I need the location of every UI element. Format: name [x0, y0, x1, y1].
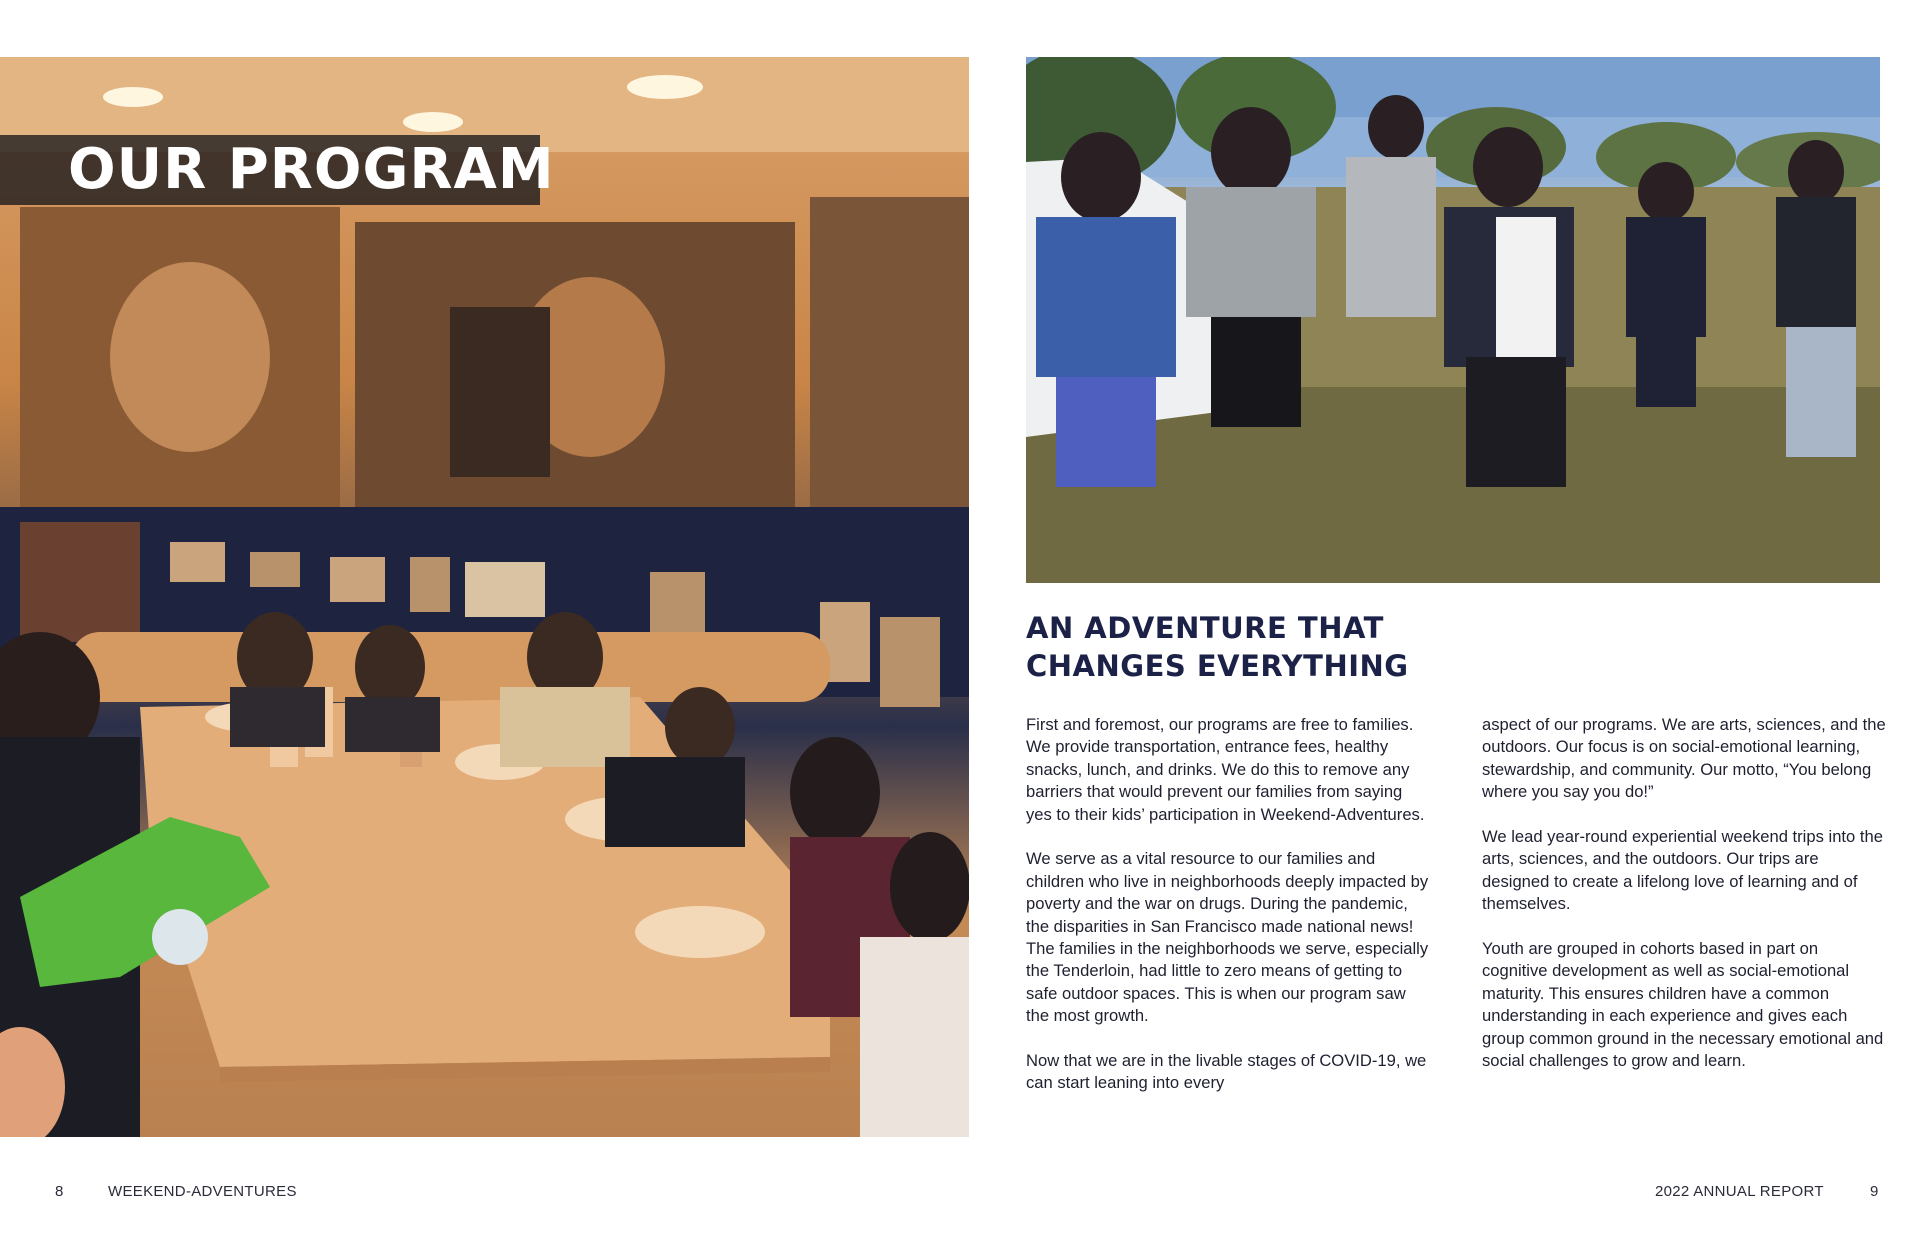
diner-group-photo [0, 57, 969, 1137]
body-column-left [1026, 714, 1431, 1117]
diner-photo-illustration [0, 57, 969, 1137]
page-title: OUR PROGRAM [68, 137, 555, 202]
paragraph: We serve as a vital resource to our families and children who live in neighborhoods deeply impacted by poverty and the war on drugs. During the pandemic, the disparities in San Francisco made national news! The families in the neighborhoods we serve, especially the Tenderloin, had little to zero means of getting to safe outdoor spaces. This is when our program saw the most growth. [1026, 849, 1429, 1026]
paragraph: Now that we are in the livable stages of COVID-19, we can start leaning into every [1026, 1051, 1427, 1093]
heading-line-2: CHANGES EVERYTHING [1026, 649, 1409, 683]
page-number-right: 9 [1870, 1183, 1879, 1200]
section-heading [1026, 609, 1880, 685]
outdoor-group-photo [1026, 57, 1880, 583]
footer-organization-name: WEEKEND-ADVENTURES [108, 1183, 297, 1200]
paragraph: aspect of our programs. We are arts, sciences, and the outdoors. Our focus is on social-emotional learning, stewardship, and community. Our motto, “You belong where you say you do!” [1482, 715, 1886, 802]
footer-report-title: 2022 ANNUAL REPORT [1655, 1183, 1824, 1200]
page-number-left: 8 [55, 1183, 64, 1200]
paragraph: We lead year-round experiential weekend trips into the arts, sciences, and the outdoors. Our trips are designed to create a lifelong love of learning and of themselves. [1482, 827, 1883, 914]
body-column-right [1482, 714, 1887, 1095]
paragraph: First and foremost, our programs are free to families. We provide transportation, entrance fees, healthy snacks, lunch, and drinks. We do this to remove any barriers that would prevent our families from saying yes to their kids’ participation in Weekend-Adventures. [1026, 715, 1425, 824]
outdoor-photo-illustration [1026, 57, 1880, 583]
paragraph: Youth are grouped in cohorts based in part on cognitive development as well as social-emotional maturity. This ensures children have a common understanding in each experience and gives each group common ground in the necessary emotional and social challenges to grow and learn. [1482, 939, 1884, 1071]
heading-line-1: AN ADVENTURE THAT [1026, 611, 1384, 645]
